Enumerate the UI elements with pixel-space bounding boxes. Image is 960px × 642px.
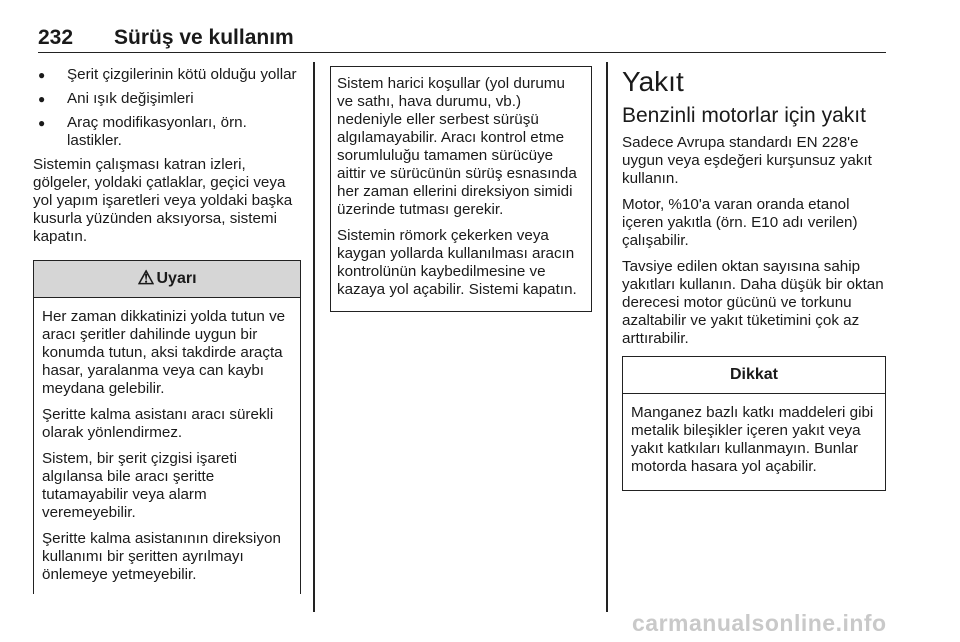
warning-triangle-icon: ⚠ (137, 268, 155, 289)
bullet-list (33, 66, 301, 150)
warning-box (33, 260, 301, 594)
notice-box (622, 356, 886, 491)
notice-body (623, 394, 885, 490)
notice-header (623, 357, 885, 394)
list-item: ● Araç modifikasyonları, örn. lastikler. (33, 114, 301, 150)
list-item: ● Ani ışık değişimleri (33, 90, 301, 108)
body-paragraph: Sadece Avrupa standardı EN 228'e uygun veya eşdeğeri kurşunsuz yakıt kullanın. (622, 134, 872, 187)
body-paragraph: Motor, %10'a varan oranda etanol içeren yakıtla (örn. E10 adı verilen) çalışabilir. (622, 196, 858, 249)
column-divider-2 (606, 62, 608, 612)
warning-title: Uyarı (156, 270, 197, 287)
watermark: carmanualsonline.info (632, 610, 887, 636)
warning-paragraph: Sistemin römork çekerken veya kaygan yollarda kullanılması aracın kontrolünün kaybedilmesine ve kazaya yol açabilir. Sistemi kapatın. (337, 227, 577, 298)
warning-continuation-box (330, 66, 592, 312)
column-2 (330, 66, 592, 312)
column-divider-1 (313, 62, 315, 612)
warning-paragraph: Sistem, bir şerit çizgisi işareti algılansa bile aracı şeritte tutamayabilir veya alarm veremeyebilir. (42, 450, 237, 521)
list-item: ● Şerit çizgilerinin kötü olduğu yollar (33, 66, 301, 84)
warning-header (34, 261, 300, 298)
warning-body (34, 298, 300, 594)
warning-paragraph: Sistem harici koşullar (yol durumu ve sathı, hava durumu, vb.) nedeniyle eller serbest sürüşü algılamayabilir. Aracı kontrol etme sorumluluğu tamamen sürücüye aittir ve sürücünün sürüş esnasında her zaman ellerini direksiyon simidi üzerinde tutması gerekir. (337, 75, 577, 218)
notice-title: Dikkat (729, 366, 779, 383)
body-paragraph: Tavsiye edilen oktan sayısına sahip yakıtları kullanın. Daha düşük bir oktan derecesi motor gücünü ve torkunu azaltabilir ve yakıt tüketimini çok az arttırabilir. (622, 258, 884, 347)
warning-continuation-body (331, 67, 591, 311)
section-heading: Yakıt (622, 66, 684, 97)
notice-paragraph: Manganez bazlı katkı maddeleri gibi metalik bileşikler içeren yakıt veya yakıt katkıları kullanmayın. Bunlar motorda hasara yol açabilir. (631, 404, 874, 475)
body-paragraph: Sistemin çalışması katran izleri, gölgeler, yoldaki çatlaklar, geçici veya yol yapım işaretleri veya yoldaki başka kusurla yüzünden aksıyorsa, sistemi kapatın. (33, 156, 293, 245)
column-1 (33, 66, 301, 594)
subsection-heading: Benzinli motorlar için yakıt (622, 104, 866, 127)
warning-paragraph: Her zaman dikkatinizi yolda tutun ve aracı şeritler dahilinde uygun bir konumda tutun, aksi takdirde araçta hasar, yaralanma veya can kaybı meydana gelebilir. (42, 308, 286, 397)
page-number: 232 (38, 26, 74, 49)
page-header (38, 26, 886, 53)
warning-paragraph: Şeritte kalma asistanının direksiyon kullanımı bir şeritten ayrılmayı önlemeye yetmeyebilir. (42, 530, 281, 583)
warning-paragraph: Şeritte kalma asistanı aracı sürekli olarak yönlendirmez. (42, 406, 274, 441)
section-title: Sürüş ve kullanım (114, 26, 294, 49)
column-3 (622, 66, 886, 491)
